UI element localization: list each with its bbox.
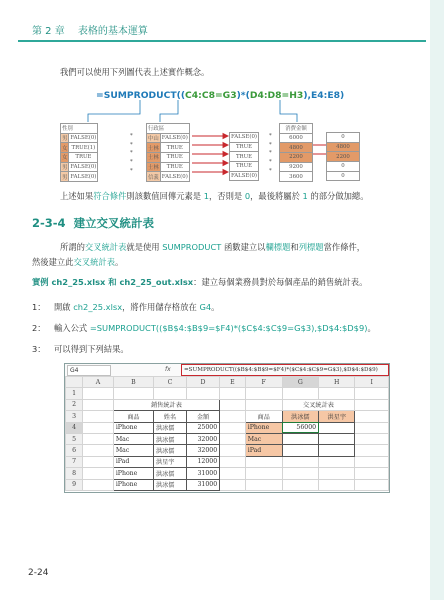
cell[interactable] (220, 411, 246, 422)
diagram-column-gender: 性別 男 FALSE(0) 女 TRUE(1) 女 TRUE 男 FALSE(0) 男 FALSE(0) (60, 123, 98, 182)
cell[interactable] (319, 445, 355, 456)
cell[interactable] (319, 422, 355, 433)
diagram-column-district: 行政區 中山 FALSE(0) 士林 TRUE 士林 TRUE 士林 TRUE 信義 FALSE(0) (146, 123, 190, 182)
cell[interactable] (282, 479, 319, 490)
cell[interactable] (220, 388, 246, 399)
header-cell[interactable]: 商品 (113, 411, 153, 422)
column-header[interactable]: I (355, 377, 389, 388)
step-1: 1： 開啟 ch2_25.xlsx，將作用儲存格放在 G4。 (32, 302, 220, 312)
explanation-paragraph: 上述如果符合條件則該數值回傳元素是 1，否則是 0，最後將屬於 1 的部分做加總。 (60, 191, 369, 201)
cell[interactable] (355, 422, 389, 433)
cell[interactable] (220, 445, 246, 456)
cell[interactable] (319, 468, 355, 479)
column-header[interactable]: B (113, 377, 153, 388)
example-title: 實例 ch2_25.xlsx 和 ch2_25_out.xlsx：建立每個業務員對於每個產品的銷售統計表。 (32, 277, 368, 287)
cell[interactable]: iPad (245, 445, 282, 456)
cell[interactable] (83, 445, 114, 456)
page-number: 2-24 (28, 568, 49, 578)
cell[interactable] (220, 399, 246, 410)
column-header[interactable]: F (245, 377, 282, 388)
header-cell[interactable]: 姓名 (153, 411, 186, 422)
formula-illustration: =SUMPRODUCT((C4:C8=G3)*(D4:D8=H3),E4:E8) (96, 90, 345, 101)
cell[interactable] (282, 456, 319, 467)
row-header[interactable]: 8 (66, 468, 83, 479)
cell[interactable]: 洪冰儒 (153, 445, 186, 456)
column-header[interactable]: G (282, 377, 319, 388)
section-intro-line1: 所謂的交叉統計表就是使用 SUMPRODUCT 函數建立以欄標題和列標題當作條件， (60, 242, 366, 252)
cell[interactable] (355, 388, 389, 399)
cell[interactable]: iPhone (113, 468, 153, 479)
column-header[interactable]: D (186, 377, 219, 388)
cell[interactable] (245, 468, 282, 479)
section-intro-line2: 然後建立此交叉統計表。 (32, 257, 124, 267)
cell[interactable]: 洪星宇 (153, 456, 186, 467)
cell[interactable] (355, 479, 389, 490)
cell[interactable]: iPhone (113, 479, 153, 490)
cell[interactable] (83, 399, 114, 410)
cell[interactable]: iPad (113, 456, 153, 467)
column-header[interactable]: H (319, 377, 355, 388)
cell[interactable] (153, 388, 186, 399)
column-header[interactable]: C (153, 377, 186, 388)
cell[interactable] (220, 456, 246, 467)
cell[interactable] (282, 388, 319, 399)
cell[interactable]: 洪冰儒 (153, 433, 186, 444)
cell[interactable] (83, 422, 114, 433)
left-table-title[interactable]: 銷售統計表 (113, 399, 219, 410)
active-cell-g4[interactable]: 56000 (282, 422, 319, 433)
cell[interactable] (282, 445, 319, 456)
cell[interactable] (83, 456, 114, 467)
cell[interactable] (245, 388, 282, 399)
formula-input[interactable]: =SUMPRODUCT(($B$4:$B$9=$F4)*($C$4:$C$9=G$3),$D$4:$D$9) (181, 364, 389, 376)
cell[interactable] (220, 433, 246, 444)
cell[interactable]: Mac (113, 445, 153, 456)
step-3: 3： 可以得到下列結果。 (32, 344, 129, 354)
cell[interactable] (83, 411, 114, 422)
row-header[interactable]: 1 (66, 388, 83, 399)
excel-screenshot (64, 363, 390, 493)
cell[interactable]: 31000 (186, 479, 219, 490)
chapter-label: 第 2 章 (32, 26, 65, 37)
cell[interactable] (83, 468, 114, 479)
cell[interactable] (245, 479, 282, 490)
cell[interactable] (355, 456, 389, 467)
intro-text: 我們可以使用下列圖代表上述實作概念。 (60, 67, 210, 77)
row-header[interactable]: 9 (66, 479, 83, 490)
cell[interactable]: iPhone (245, 422, 282, 433)
cell[interactable] (83, 433, 114, 444)
cell[interactable] (245, 456, 282, 467)
row-header[interactable]: 5 (66, 433, 83, 444)
cell[interactable]: iPhone (113, 422, 153, 433)
right-table-title[interactable]: 交叉統計表 (282, 399, 355, 410)
worksheet-grid (65, 376, 389, 491)
cell[interactable] (319, 456, 355, 467)
cell[interactable] (220, 479, 246, 490)
diagram-column-output: 0 4800 2200 0 0 (326, 132, 360, 181)
fx-icon[interactable]: fx (165, 366, 171, 373)
cell[interactable] (355, 433, 389, 444)
cell[interactable] (355, 445, 389, 456)
cell[interactable] (355, 468, 389, 479)
cell[interactable] (113, 388, 153, 399)
diagram-op-multiply-2: * * * * * (269, 133, 272, 174)
column-header[interactable]: E (220, 377, 246, 388)
row-header[interactable]: 3 (66, 411, 83, 422)
cell[interactable] (319, 479, 355, 490)
cell[interactable] (355, 399, 389, 410)
cell[interactable]: 洪冰儒 (153, 422, 186, 433)
diagram-op-multiply: * * * * * (130, 133, 133, 174)
cell[interactable] (186, 388, 219, 399)
diagram-column-amount: 消費金額 6000 4800 2200 9200 3600 (279, 123, 313, 182)
header-cell[interactable]: 洪冰儒 (282, 411, 319, 422)
diagram-column-condition-result: FALSE(0) TRUE TRUE TRUE FALSE(0) (231, 134, 258, 180)
cell[interactable] (245, 399, 282, 410)
cell[interactable]: 12000 (186, 456, 219, 467)
row-header[interactable]: 2 (66, 399, 83, 410)
name-box[interactable]: G4 (67, 365, 111, 376)
cell[interactable]: 25000 (186, 422, 219, 433)
select-all-corner[interactable] (66, 377, 83, 388)
column-header[interactable]: A (83, 377, 114, 388)
chapter-title: 表格的基本運算 (77, 26, 148, 37)
step-2: 2： 輸入公式 =SUMPRODUCT(($B$4:$B$9=$F4)*($C$4:$C$9=G$3),$D$4:$D$9)。 (32, 323, 376, 333)
cell[interactable]: 31000 (186, 468, 219, 479)
row-header[interactable]: 6 (66, 445, 83, 456)
cell[interactable] (282, 433, 319, 444)
cell[interactable] (220, 422, 246, 433)
header-cell[interactable]: 洪星宇 (319, 411, 355, 422)
cell[interactable] (355, 411, 389, 422)
row-header[interactable]: 4 (66, 422, 83, 433)
cell[interactable]: 32000 (186, 433, 219, 444)
cell[interactable]: 洪冰儒 (153, 479, 186, 490)
cell[interactable]: 32000 (186, 445, 219, 456)
section-heading: 2-3-4 建立交叉統計表 (32, 216, 155, 230)
header-cell[interactable]: 金額 (186, 411, 219, 422)
cell[interactable] (319, 388, 355, 399)
header-cell[interactable]: 商品 (245, 411, 282, 422)
cell[interactable] (282, 468, 319, 479)
cell[interactable]: 洪冰儒 (153, 468, 186, 479)
cell[interactable] (83, 479, 114, 490)
cell[interactable] (83, 388, 114, 399)
cell[interactable]: Mac (113, 433, 153, 444)
cell[interactable]: Mac (245, 433, 282, 444)
row-header[interactable]: 7 (66, 456, 83, 467)
cell[interactable] (319, 433, 355, 444)
cell[interactable] (220, 468, 246, 479)
